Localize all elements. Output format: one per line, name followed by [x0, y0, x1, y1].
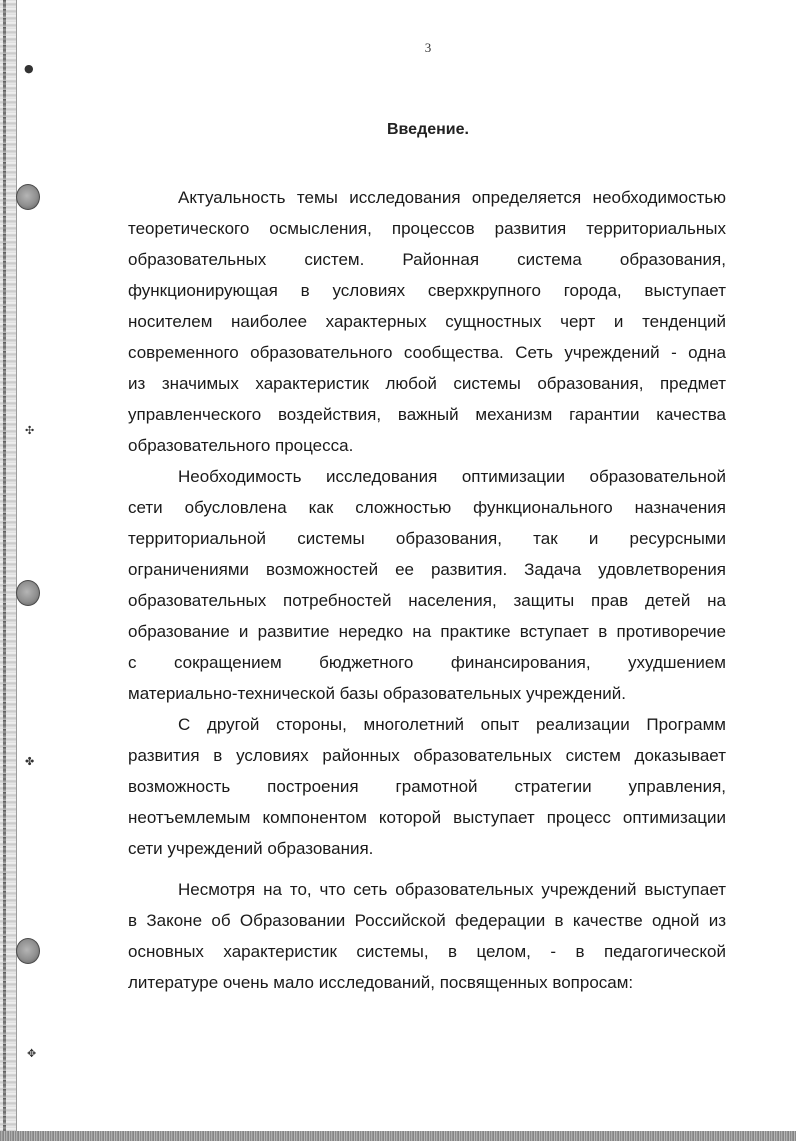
punch-hole	[16, 184, 40, 210]
text-line: современного образовательного сообщества. Сеть учреждений - одна	[128, 343, 726, 362]
text-line: образовательного процесса.	[128, 436, 354, 455]
text-line: в Законе об Образовании Российской федерации в качестве одной из	[128, 911, 726, 930]
punch-hole	[16, 580, 40, 606]
text-line: образовательных систем. Районная система образования,	[128, 250, 726, 269]
paragraph-actuality	[128, 182, 726, 461]
scan-binding-shadow	[3, 0, 6, 1141]
text-line: сети учреждений образования.	[128, 839, 374, 858]
scan-speck: ✥	[27, 1047, 37, 1060]
paragraph-other-side	[128, 709, 726, 864]
text-line: основных характеристик системы, в целом, - в педагогической	[128, 942, 726, 961]
paragraph-despite	[128, 874, 726, 998]
scan-binding-edge	[0, 0, 17, 1141]
text-line: образование и развитие нередко на практике вступает в противоречие	[128, 622, 726, 641]
text-line: функционирующая в условиях сверхкрупного города, выступает	[128, 281, 726, 300]
text-line: развития в условиях районных образовательных систем доказывает	[128, 746, 726, 765]
paragraph-gap	[128, 864, 726, 874]
text-line: сети обусловлена как сложностью функционального назначения	[128, 498, 726, 517]
scan-bottom-edge	[0, 1131, 796, 1141]
text-line: носителем наиболее характерных сущностных черт и тенденций	[128, 312, 726, 331]
text-line: С другой стороны, многолетний опыт реализации Программ	[178, 715, 726, 734]
text-line: Несмотря на то, что сеть образовательных учреждений выступает	[178, 880, 726, 899]
text-line: Актуальность темы исследования определяется необходимостью	[178, 188, 726, 207]
text-line: возможность построения грамотной стратегии управления,	[128, 777, 726, 796]
text-line: литературе очень мало исследований, посвященных вопросам:	[128, 973, 634, 992]
text-line: ограничениями возможностей ее развития. Задача удовлетворения	[128, 560, 726, 579]
scan-speck: ✣	[25, 424, 35, 437]
text-line: из значимых характеристик любой системы образования, предмет	[128, 374, 726, 393]
text-line: материально-технической базы образовательных учреждений.	[128, 684, 626, 703]
page-title: Введение.	[387, 121, 469, 138]
body-text	[128, 182, 726, 998]
text-line: неотъемлемым компонентом которой выступает процесс оптимизации	[128, 808, 726, 827]
text-line: управленческого воздействия, важный механизм гарантии качества	[128, 405, 726, 424]
scan-speck: ●	[24, 62, 34, 75]
text-line: с сокращением бюджетного финансирования, ухудшением	[128, 653, 726, 672]
text-line: Необходимость исследования оптимизации образовательной	[178, 467, 726, 486]
punch-hole	[16, 938, 40, 964]
paragraph-necessity	[128, 461, 726, 709]
text-line: теоретического осмысления, процессов развития территориальных	[128, 219, 726, 238]
page-number: 3	[424, 40, 432, 55]
scan-speck: ✤	[25, 755, 35, 768]
text-line: образовательных потребностей населения, защиты прав детей на	[128, 591, 726, 610]
text-line: территориальной системы образования, так и ресурсными	[128, 529, 726, 548]
